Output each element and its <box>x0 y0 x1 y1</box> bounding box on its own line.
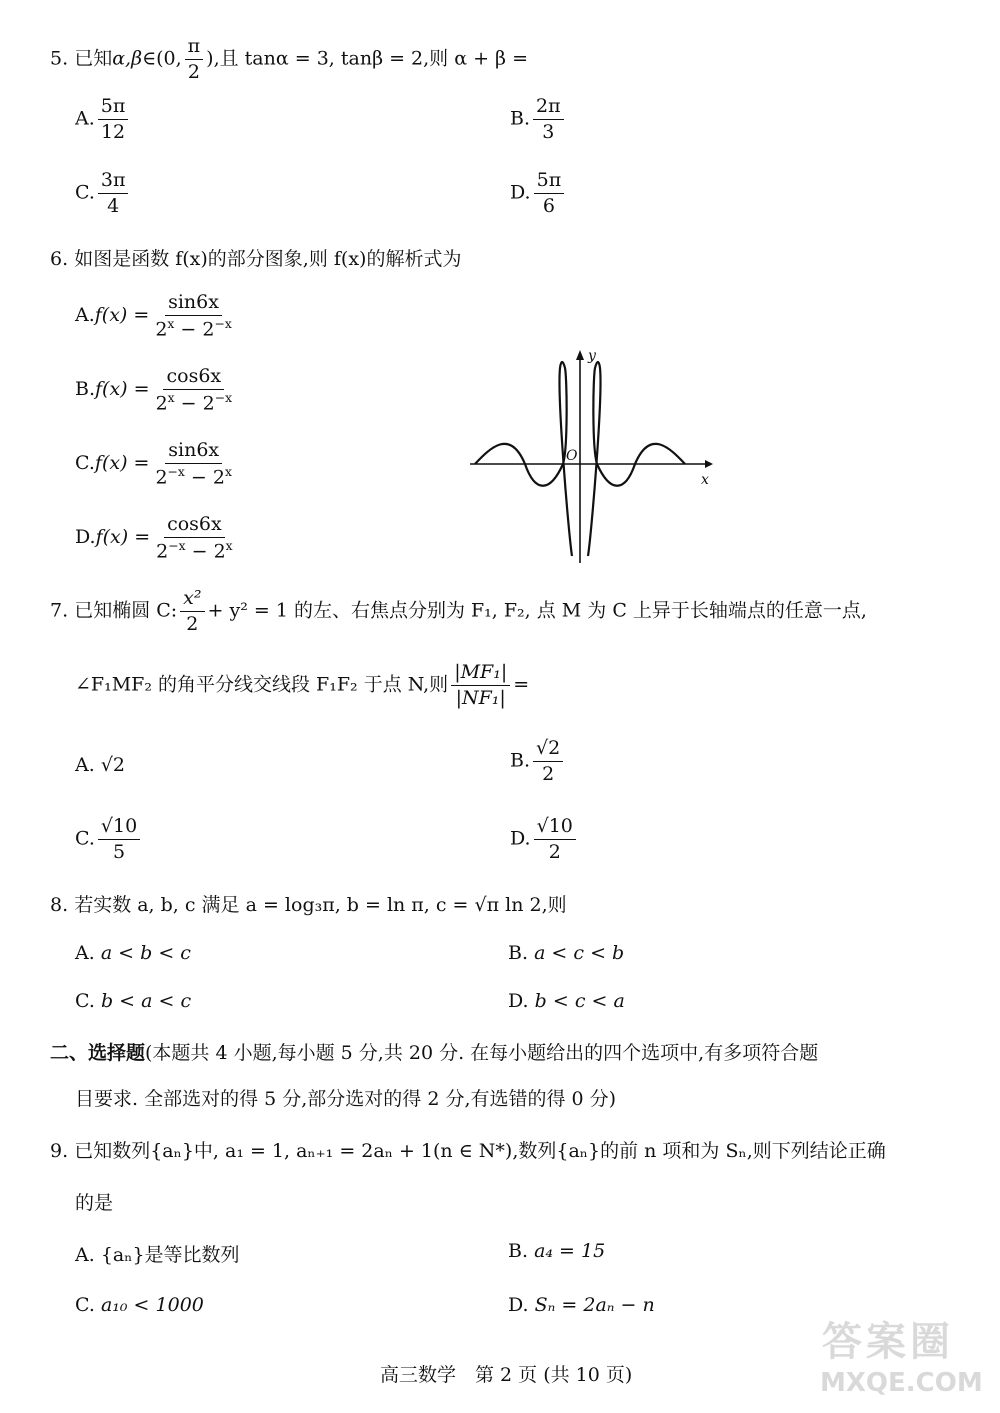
q7-option-d: D. $\frac{√10}{2}$ <box>510 816 579 863</box>
q7-option-c: C. $\frac{√10}{5}$ <box>75 816 143 863</box>
section2-desc-line2: 目要求. 全部选对的得 5 分,部分选对的得 2 分,有选错的得 0 分) <box>75 1088 617 1110</box>
q7-option-a: A. √2 <box>75 754 126 776</box>
q9-option-c: C. a₁₀ < 1000 <box>75 1294 204 1316</box>
q7-stem-line2: ∠F₁MF₂ 的角平分线交线段 F₁F₂ 于点 N,则 $\frac{\text{|MF₁|}}{\text{|NF₁|}}$ = <box>75 661 530 709</box>
q6-function-graph <box>465 338 725 568</box>
q8-option-d: D. b < c < a <box>508 990 625 1012</box>
q9-option-d: D. Sₙ = 2aₙ − n <box>508 1294 655 1316</box>
q6-option-b: B.f(x) = $\frac{\cos 6x}{2^x - 2^{-x}}$ <box>75 365 233 415</box>
q6-option-a: A.f(x) = $\frac{\sin 6x}{2^x - 2^{-x}}$ <box>75 291 232 341</box>
q5-stem: 5. 已知α,β∈(0, $\frac{\pi}{2}$ ),且 tanα = 3, tanβ = 2,则 α + β = <box>50 35 528 83</box>
section2-heading <box>50 1038 818 1065</box>
q7-stem-line1: 7. 已知椭圆 C: $\frac{\text{x²}}{2}$ + y² = 1 的左、右焦点分别为 F₁, F₂, 点 M 为 C 上异于长轴端点的任意一点, <box>50 587 867 635</box>
q9-option-b: B. a₄ = 15 <box>508 1240 606 1262</box>
q5-option-b: B. $\frac{2\pi}{3}$ <box>510 96 567 143</box>
graph-origin-label: O <box>566 448 578 464</box>
section2-title: 二、选择题 <box>50 1042 146 1064</box>
q6-option-c: C.f(x) = $\frac{\sin 6x}{2^{-x} - 2^x}$ <box>75 439 232 489</box>
watermark-logo: 答案圈 <box>822 1319 954 1365</box>
q5-option-d: D. $\frac{5\pi}{6}$ <box>510 170 567 217</box>
q5-option-c: C. $\frac{3\pi}{4}$ <box>75 170 131 217</box>
q9-stem-line2: 的是 <box>75 1192 114 1214</box>
q6-option-d: D.f(x) = $\frac{\cos 6x}{2^{-x} - 2^x}$ <box>75 513 233 563</box>
q9-option-a: A. {aₙ}是等比数列 <box>75 1244 240 1266</box>
q7-option-b: B. $\frac{√2}{2}$ <box>510 738 566 785</box>
page-footer: 高三数学 第 2 页 (共 10 页) <box>380 1364 633 1386</box>
graph-y-label: y <box>588 348 596 364</box>
section2-desc-line1: (本题共 4 小题,每小题 5 分,共 20 分. 在每小题给出的四个选项中,有多项符合题 <box>145 1042 819 1064</box>
q8-option-c: C. b < a < c <box>75 990 192 1012</box>
q5-option-a: A. $\frac{5\pi}{12}$ <box>75 96 131 143</box>
q8-option-b: B. a < c < b <box>508 942 625 964</box>
q9-stem-line1: 9. 已知数列{aₙ}中, a₁ = 1, aₙ₊₁ = 2aₙ + 1(n ∈ N*),数列{aₙ}的前 n 项和为 Sₙ,则下列结论正确 <box>50 1140 886 1162</box>
q6-stem: 6. 如图是函数 f(x)的部分图象,则 f(x)的解析式为 <box>50 248 462 270</box>
watermark-url: MXQE.COM <box>820 1368 983 1398</box>
q8-stem: 8. 若实数 a, b, c 满足 a = log₃π, b = ln π, c = √π ln 2,则 <box>50 894 567 916</box>
graph-x-label: x <box>701 472 709 488</box>
q8-option-a: A. a < b < c <box>75 942 191 964</box>
